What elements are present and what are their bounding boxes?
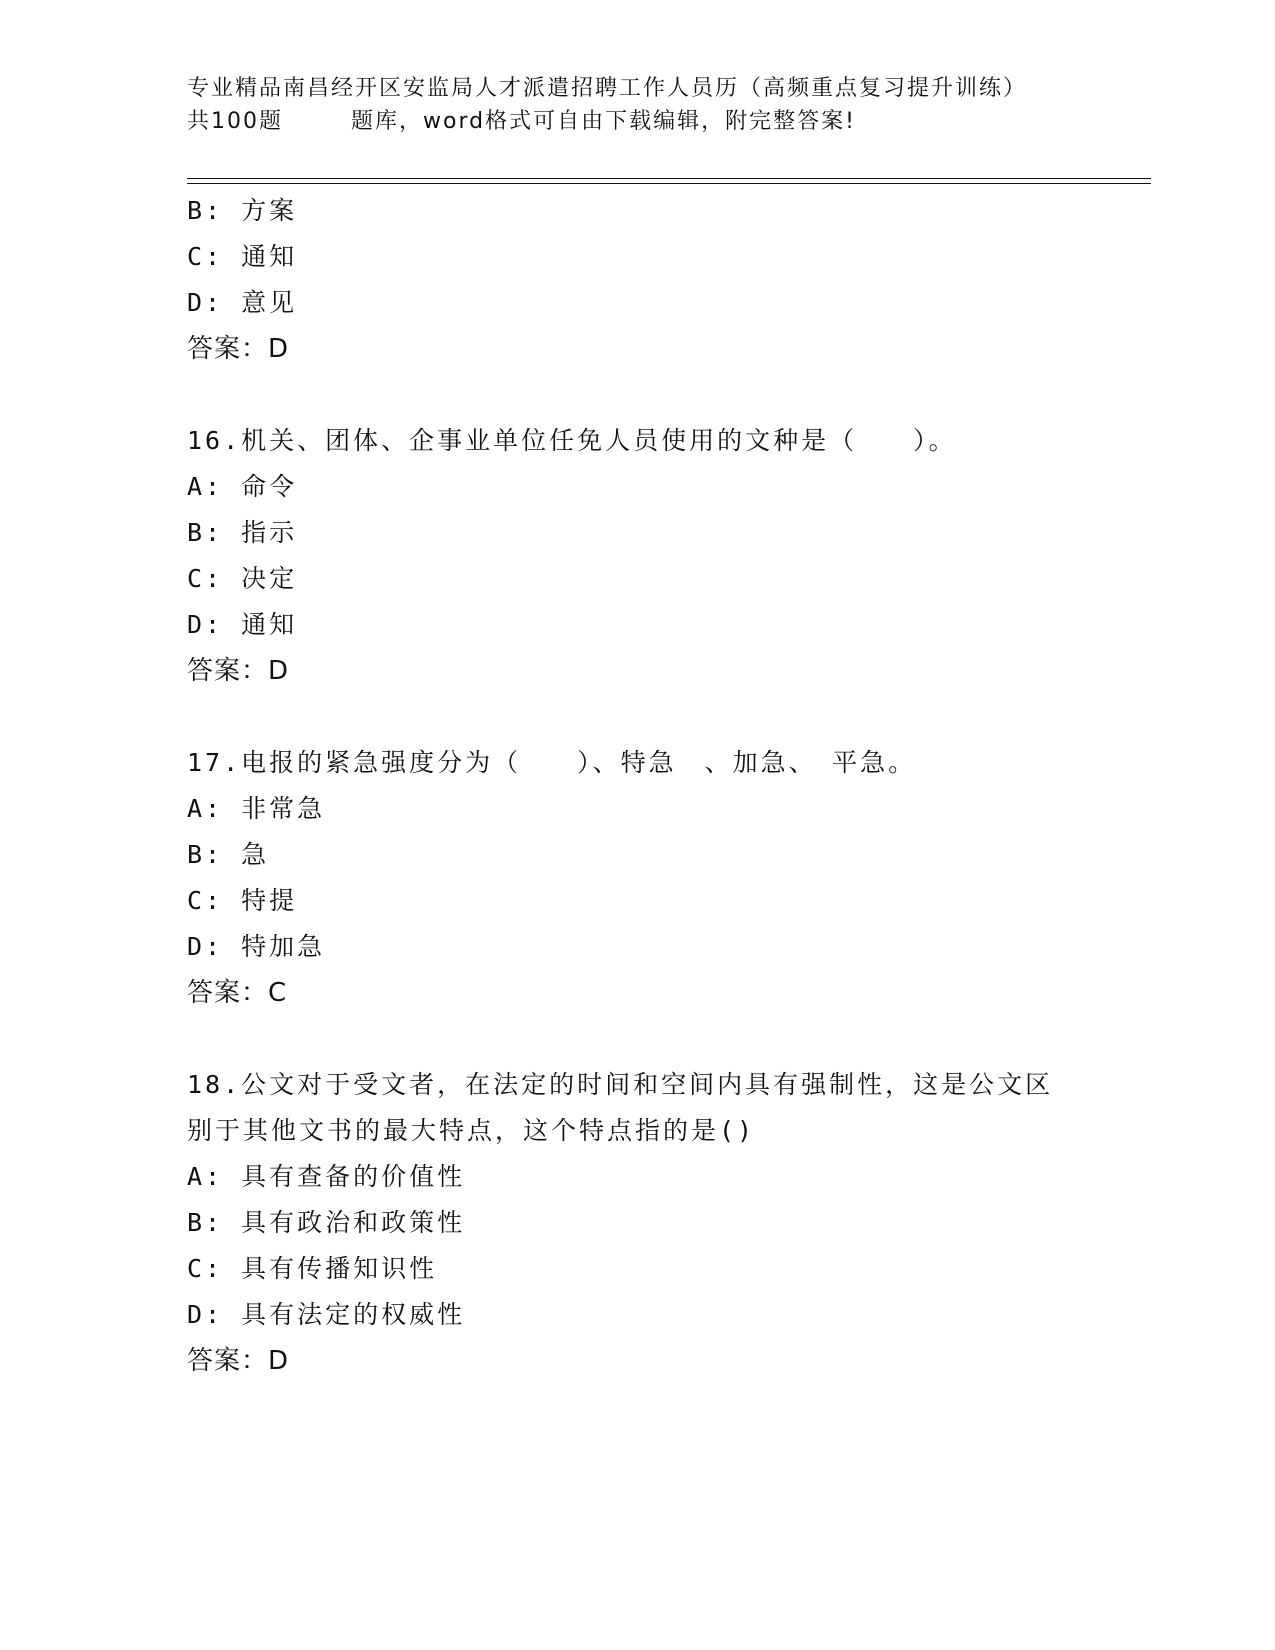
option-b: B: 具有政治和政策性 [187, 1208, 466, 1237]
option-a: A: 非常急 [187, 794, 326, 823]
question-text: 16.机关、团体、企事业单位任免人员使用的文种是（ ）。 [187, 426, 957, 455]
option-c: C: 决定 [187, 564, 298, 593]
header-divider-top [187, 178, 1151, 179]
header-subtitle [187, 105, 1087, 138]
option-c: C: 通知 [187, 242, 298, 271]
option-c: C: 特提 [187, 886, 298, 915]
document-header [187, 72, 1087, 138]
option-b: B: 急 [187, 840, 270, 869]
option-d: D: 特加急 [187, 932, 326, 961]
option-b: B: 指示 [187, 518, 298, 547]
option-d: D: 通知 [187, 610, 298, 639]
option-a: A: 命令 [187, 472, 298, 501]
option-d: D: 意见 [187, 288, 298, 317]
option-a: A: 具有查备的价值性 [187, 1162, 466, 1191]
prev-question-tail [187, 188, 1151, 372]
option-d: D: 具有法定的权威性 [187, 1300, 466, 1329]
question-text: 18.公文对于受文者，在法定的时间和空间内具有强制性，这是公文区别于其他文书的最大特点，这个特点指的是() [187, 1070, 1054, 1145]
answer: 答案：C [187, 978, 288, 1008]
header-title: 专业精品南昌经开区安监局人才派遣招聘工作人员历（高频重点复习提升训练） [187, 76, 1028, 101]
option-b: B: 方案 [187, 196, 298, 225]
option-c: C: 具有传播知识性 [187, 1254, 438, 1283]
question-count: 共100题 [187, 109, 283, 134]
question-18 [187, 1062, 1151, 1384]
answer: 答案：D [187, 334, 290, 364]
question-text: 17.电报的紧急强度分为（ ）、特急 、加急、 平急。 [187, 748, 917, 777]
answer: 答案：D [187, 1346, 290, 1376]
header-divider-bottom [187, 183, 1151, 184]
question-list [187, 188, 1151, 1384]
question-16 [187, 418, 1151, 694]
question-17 [187, 740, 1151, 1016]
header-description: 题库，word格式可自由下载编辑，附完整答案! [351, 109, 856, 134]
answer: 答案：D [187, 656, 290, 686]
